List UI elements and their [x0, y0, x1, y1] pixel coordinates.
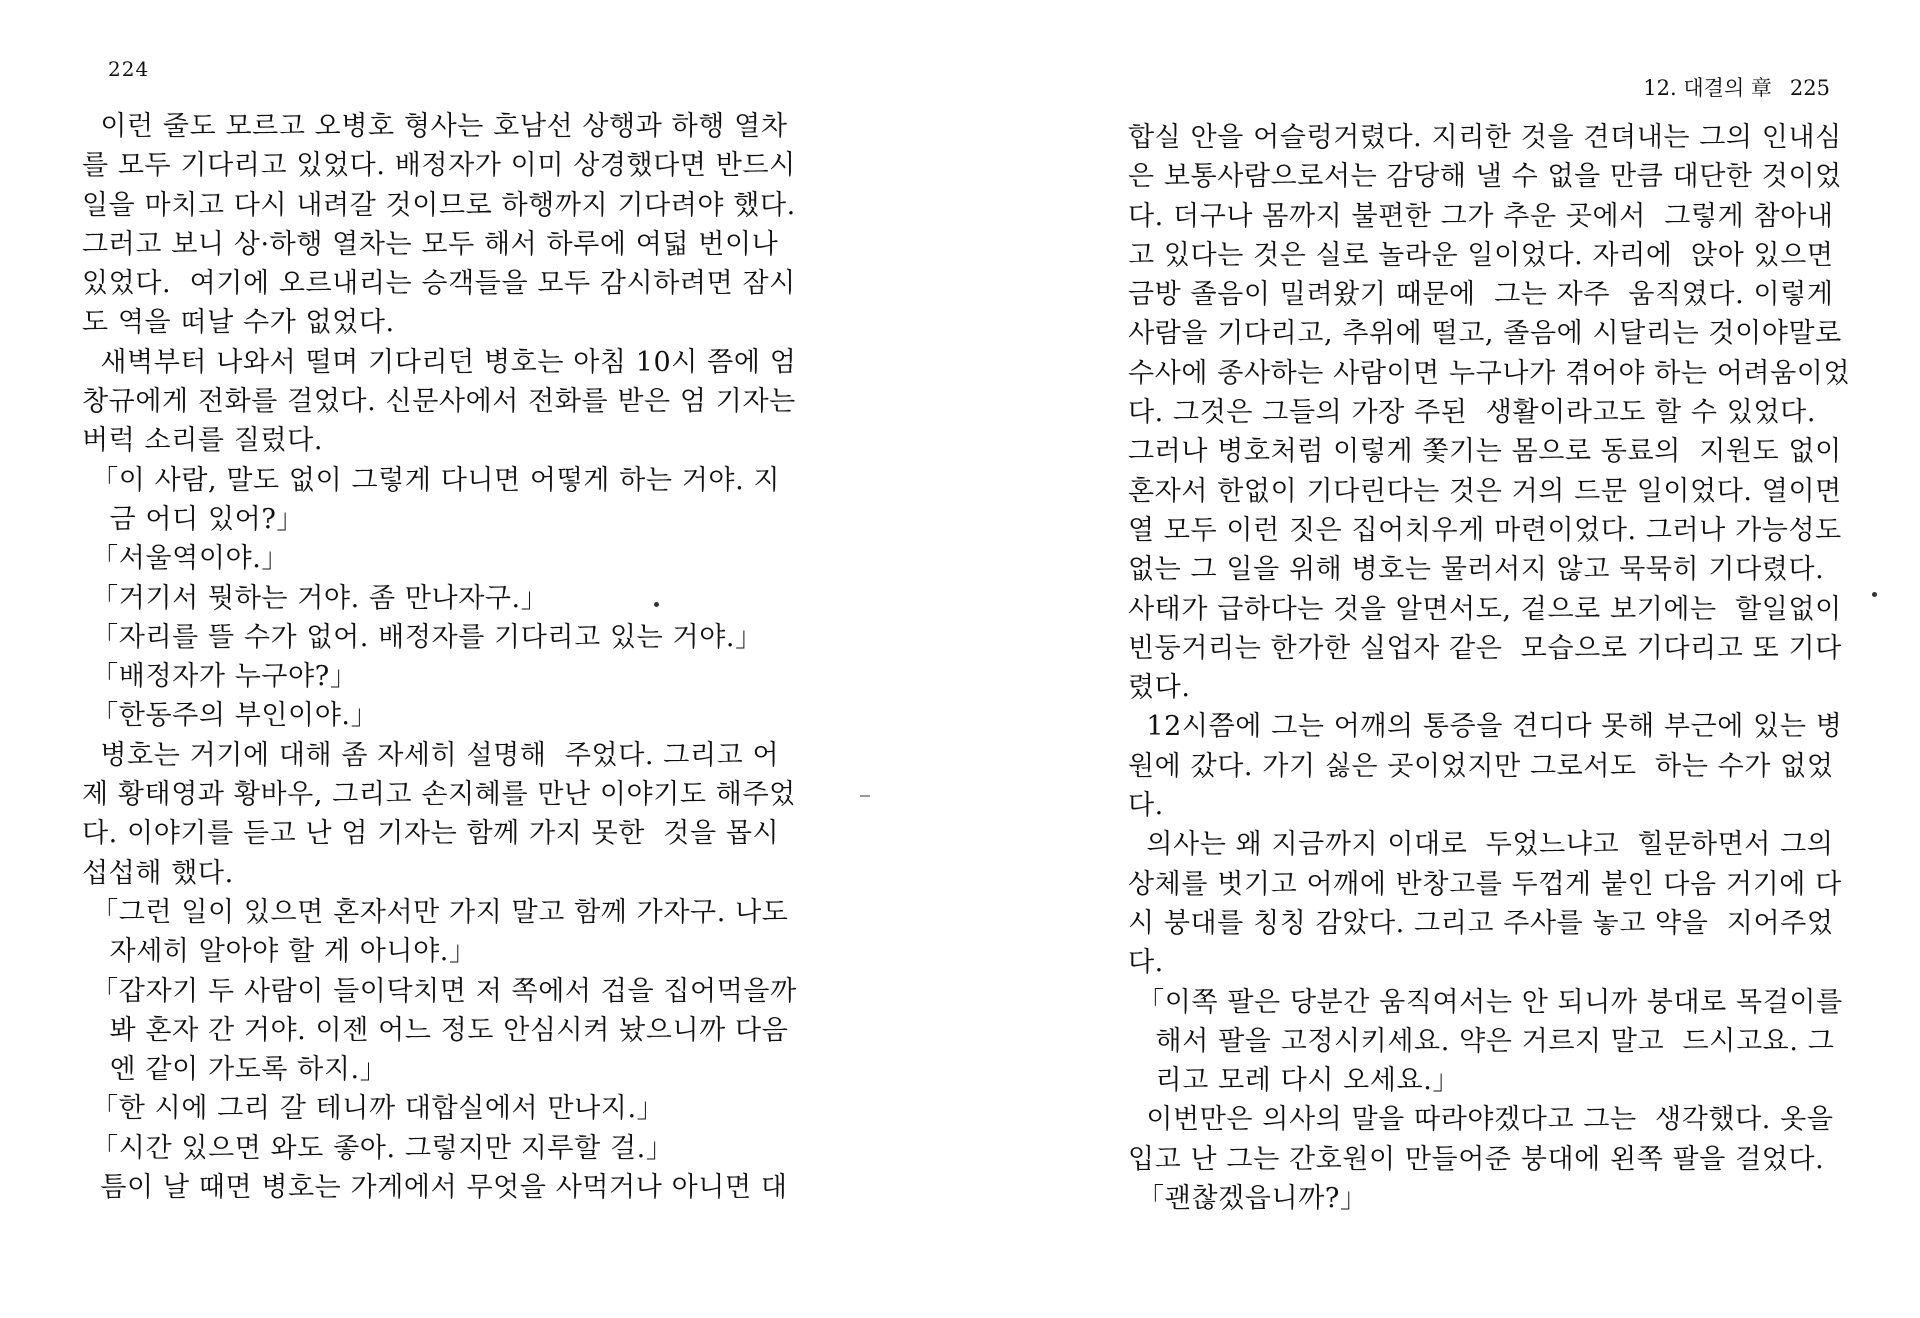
running-header	[1643, 72, 1830, 102]
text-line: 의사는 왜 지금까지 이대로 두었느냐고 힐문하면서 그의	[1128, 829, 1834, 861]
text-line: 고 있다는 것은 실로 놀라운 일이었다. 자리에 앉아 있으면	[1128, 239, 1834, 271]
text-line: 섭섭해 했다.	[82, 857, 234, 889]
text-line: 금방 졸음이 밀려왔기 때문에 그는 자주 움직였다. 이렇게	[1128, 279, 1834, 311]
text-line: 자세히 알아야 할 게 아니야.」	[82, 936, 477, 968]
ink-speck	[654, 602, 659, 607]
text-line: 이런 줄도 모르고 오병호 형사는 호남선 상행과 하행 열차	[82, 111, 788, 142]
left-page-body	[82, 107, 882, 1207]
text-line: 이번만은 의사의 말을 따라야겠다고 그는 생각했다. 옷을	[1128, 1104, 1834, 1136]
text-line: 틈이 날 때면 병호는 가게에서 무엇을 사먹거나 아니면 대	[82, 1172, 788, 1204]
text-line: 그러나 병호처럼 이렇게 쫓기는 몸으로 동료의 지원도 없이	[1128, 436, 1842, 468]
text-line: 다. 그것은 그들의 가장 주된 생활이라고도 할 수 있었다.	[1128, 397, 1817, 429]
text-line: 없는 그 일을 위해 병호는 물러서지 않고 묵묵히 기다렸다.	[1128, 554, 1825, 586]
text-line: 「한동주의 부인이야.」	[82, 700, 379, 732]
right-page	[960, 0, 1920, 1318]
text-line: 시 붕대를 칭칭 감았다. 그리고 주사를 놓고 약을 지어주었	[1128, 907, 1834, 939]
text-line: 「이쪽 팔은 당분간 움직여서는 안 되니까 붕대로 목걸이를	[1128, 986, 1843, 1018]
text-line: 「이 사람, 말도 없이 그렇게 다니면 어떻게 하는 거야. 지	[82, 464, 781, 496]
text-line: 있었다. 여기에 오르내리는 승객들을 모두 감시하려면 잠시	[82, 268, 796, 300]
text-line: 「시간 있으면 와도 좋아. 그렇지만 지루할 걸.」	[82, 1132, 674, 1164]
text-line: 다. 이야기를 듣고 난 엄 기자는 함께 가지 못한 것을 몹시	[82, 818, 780, 850]
text-line: 수사에 종사하는 사람이면 누구나가 겪어야 하는 어려움이었	[1128, 357, 1851, 389]
chapter-title: 12. 대결의 章	[1643, 76, 1772, 100]
text-line: 사태가 급하다는 것을 알면서도, 겉으로 보기에는 할일없이	[1128, 593, 1842, 625]
text-line: 원에 갔다. 가기 싫은 곳이었지만 그로서도 하는 수가 없었	[1128, 750, 1834, 782]
text-line: 입고 난 그는 간호원이 만들어준 붕대에 왼쪽 팔을 걸었다.	[1128, 1143, 1825, 1175]
margin-dash	[860, 795, 870, 797]
text-line: 리고 모레 다시 오세요.」	[1128, 1065, 1461, 1097]
text-line: 렸다.	[1128, 672, 1191, 704]
text-line: 다.	[1128, 947, 1164, 979]
text-line: 혼자서 한없이 기다린다는 것은 거의 드문 일이었다. 열이면	[1128, 475, 1842, 507]
text-line: 일을 마치고 다시 내려갈 것이므로 하행까지 기다려야 했다.	[82, 189, 796, 221]
text-line: 은 보통사람으로서는 감당해 낼 수 없을 만큼 대단한 것이었	[1128, 161, 1842, 193]
text-line: 해서 팔을 고정시키세요. 약은 거르지 말고 드시고요. 그	[1128, 1025, 1835, 1057]
text-line: 병호는 거기에 대해 좀 자세히 설명해 주었다. 그리고 어	[82, 739, 780, 771]
text-line: 사람을 기다리고, 추위에 떨고, 졸음에 시달리는 것이야말로	[1128, 318, 1842, 350]
text-line: 「한 시에 그리 갈 테니까 대합실에서 만나지.」	[82, 1093, 665, 1125]
text-line: 「거기서 뭣하는 거야. 좀 만나자구.」	[82, 582, 549, 614]
text-line: 금 어디 있어?」	[82, 503, 304, 535]
text-line: 엔 같이 가도록 하지.」	[82, 1054, 388, 1086]
right-page-body	[1128, 118, 1851, 1218]
text-line: 창규에게 전화를 걸었다. 신문사에서 전화를 받은 엄 기자는	[82, 386, 796, 418]
text-line: 상체를 벗기고 어깨에 반창고를 두껍게 붙인 다음 거기에 다	[1128, 868, 1842, 900]
ink-speck	[1872, 592, 1877, 597]
text-line: 열 모두 이런 짓은 집어치우게 마련이었다. 그러나 가능성도	[1128, 514, 1842, 546]
page-number: 224	[108, 57, 150, 81]
text-line: 버럭 소리를 질렀다.	[82, 425, 324, 457]
text-line: 12시쯤에 그는 어깨의 통증을 견디다 못해 부근에 있는 병	[1128, 711, 1843, 743]
text-line: 「자리를 뜰 수가 없어. 배정자를 기다리고 있는 거야.」	[82, 621, 763, 653]
page-number: 225	[1789, 76, 1830, 100]
text-line: 「배정자가 누구야?」	[82, 661, 358, 693]
text-line: 를 모두 기다리고 있었다. 배정자가 이미 상경했다면 반드시	[82, 150, 796, 182]
text-line: 「괜찮겠읍니까?」	[1128, 1183, 1368, 1215]
text-line: 새벽부터 나와서 떨며 기다리던 병호는 아침 10시 쯤에 엄	[82, 346, 797, 378]
text-line: 다.	[1128, 790, 1164, 822]
text-line: 「서울역이야.」	[82, 543, 289, 575]
text-line: 빈둥거리는 한가한 실업자 같은 모습으로 기다리고 또 기다	[1128, 632, 1842, 664]
text-line: 그러고 보니 상·하행 열차는 모두 해서 하루에 여덟 번이나	[82, 228, 779, 260]
text-line: 합실 안을 어슬렁거렸다. 지리한 것을 견뎌내는 그의 인내심	[1128, 122, 1842, 153]
text-line: 다. 더구나 몸까지 불편한 그가 추운 곳에서 그렇게 참아내	[1128, 200, 1834, 232]
text-line: 도 역을 떠날 수가 없었다.	[82, 307, 395, 339]
text-line: 제 황태영과 황바우, 그리고 손지혜를 만난 이야기도 해주었	[82, 779, 796, 811]
text-line: 봐 혼자 간 거야. 이젠 어느 정도 안심시켜 놨으니까 다음	[82, 1014, 789, 1046]
text-line: 「그런 일이 있으면 혼자서만 가지 말고 함께 가자구. 나도	[82, 896, 789, 928]
text-line: 「갑자기 두 사람이 들이닥치면 저 쪽에서 겁을 집어먹을까	[82, 975, 797, 1007]
